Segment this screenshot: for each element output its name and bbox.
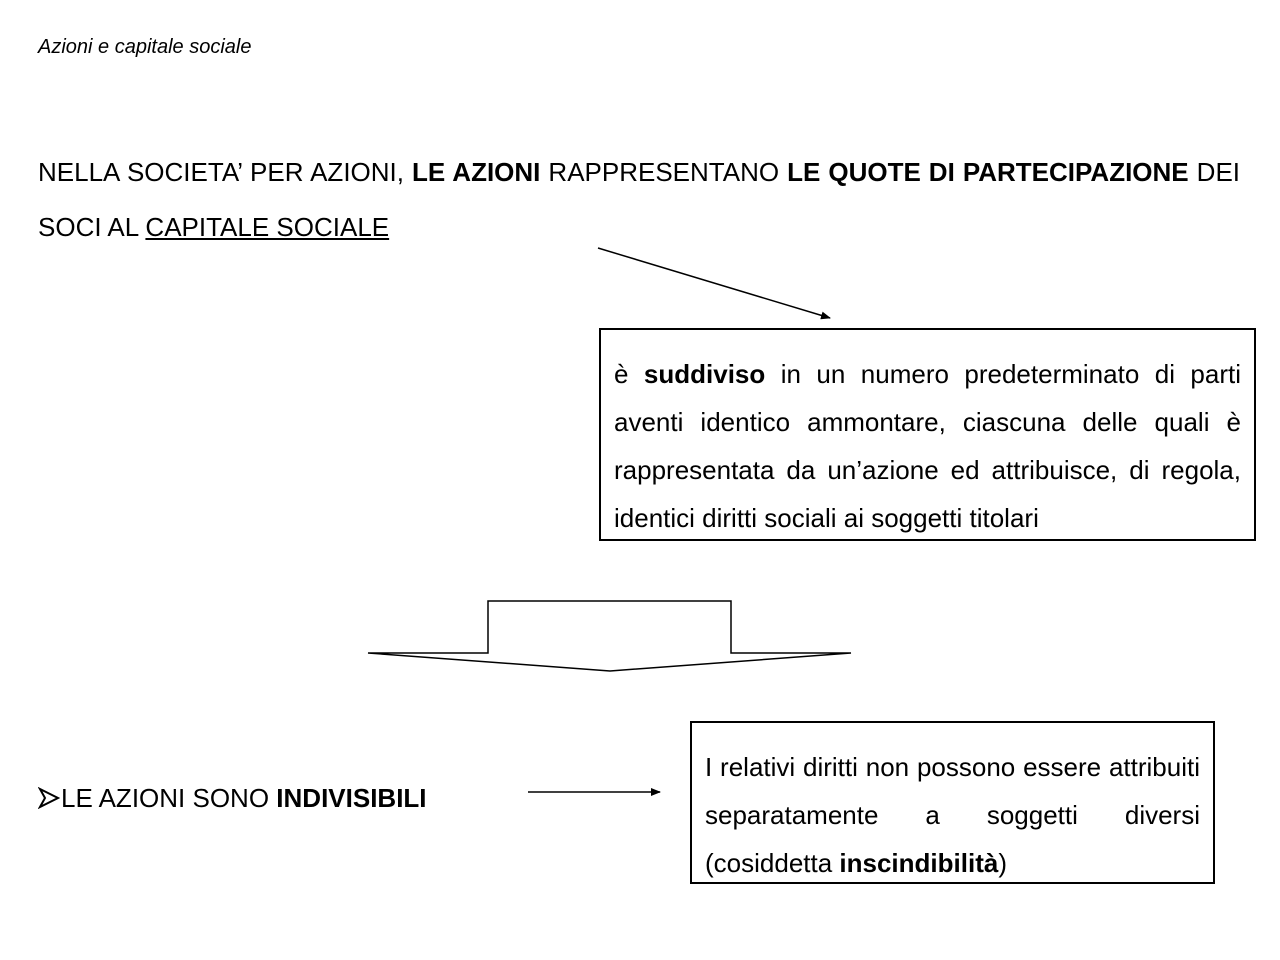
inscindibilita-pre: I relativi diritti non possono essere attribuiti separatamente a soggetti diversi (cosiddetta [705, 752, 1200, 878]
inscindibilita-post: ) [998, 848, 1007, 878]
down-block-arrow [368, 601, 851, 671]
intro-underline-capitale: CAPITALE SOCIALE [145, 212, 390, 242]
definition-rest: in un numero predeterminato di parti aventi identico ammontare, ciascuna delle quali è rappresentata da un’azione ed attribuisce, di regola, identici diritti sociali ai soggetti titolari [614, 359, 1241, 533]
inscindibilita-text [705, 743, 1200, 887]
bullet-indivisibili [38, 780, 427, 816]
intro-text-3: DEI SOCI AL [38, 157, 1241, 242]
inscindibilita-box [690, 721, 1215, 884]
bullet-text: LE AZIONI SONO [61, 783, 270, 813]
page-title: Azioni e capitale sociale [38, 36, 252, 58]
intro-text-1: NELLA SOCIETA’ PER AZIONI, [38, 157, 413, 187]
intro-bold-azioni: LE AZIONI [412, 157, 541, 187]
definition-pre: è [614, 359, 644, 389]
intro-bold-quote: LE QUOTE DI PARTECIPAZIONE [787, 157, 1189, 187]
intro-text-2: RAPPRESENTANO [540, 157, 788, 187]
arrow-bullet-icon [38, 787, 60, 809]
pointer-arrow-capitale [598, 248, 830, 318]
definition-bold: suddiviso [643, 359, 766, 389]
bullet-bold: INDIVISIBILI [276, 783, 427, 813]
inscindibilita-bold: inscindibilità [839, 848, 999, 878]
